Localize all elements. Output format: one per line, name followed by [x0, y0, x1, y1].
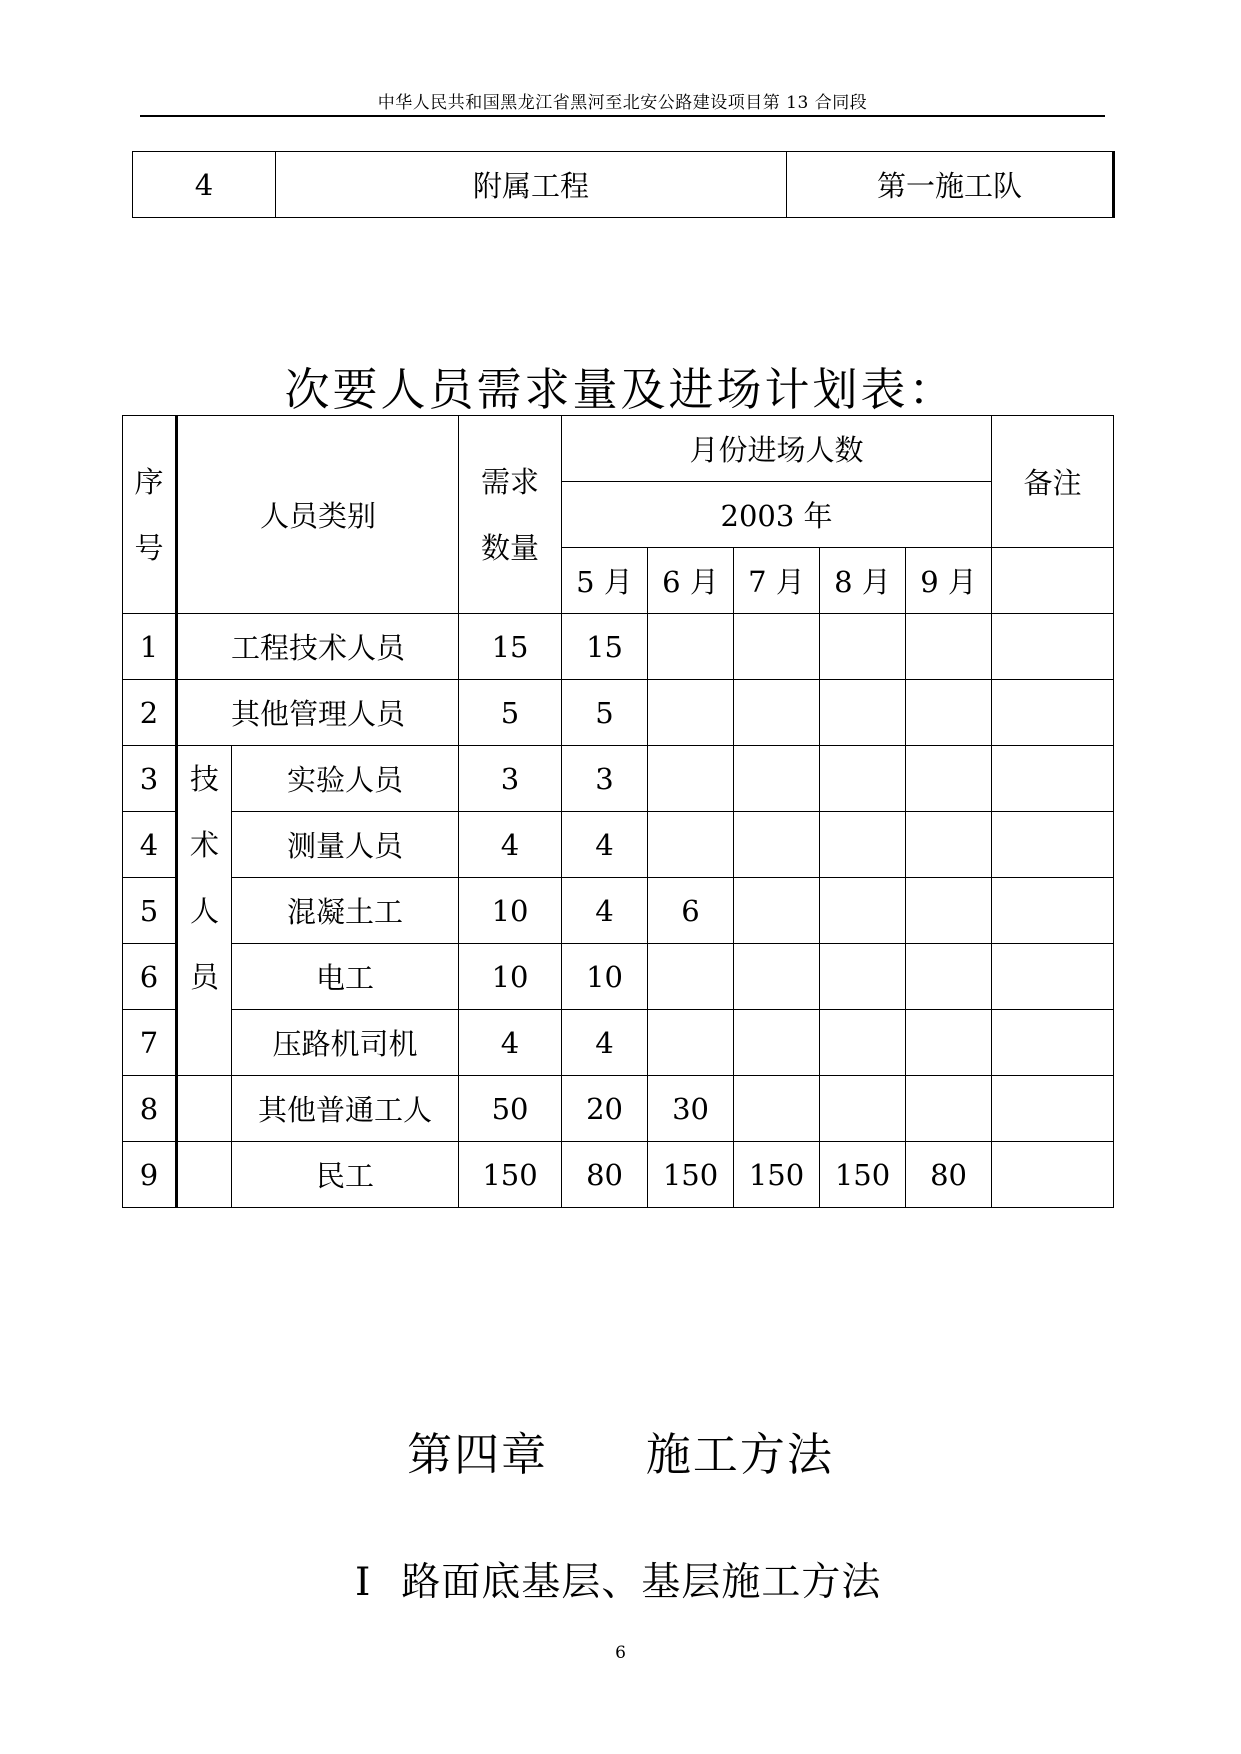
month-cell	[648, 746, 734, 812]
chapter-name: 施工方法	[645, 1428, 834, 1481]
category-cell: 实验人员	[232, 746, 459, 812]
table-row	[123, 1076, 1114, 1142]
month-cell	[906, 746, 992, 812]
month-cell: 15	[562, 614, 648, 680]
remark-cell	[992, 944, 1114, 1010]
monthly-header: 月份进场人数	[562, 416, 992, 482]
table-row	[133, 152, 1114, 218]
demand-cell: 5	[459, 680, 562, 746]
month-cell	[820, 812, 906, 878]
remark-cell	[992, 614, 1114, 680]
month-cell	[648, 680, 734, 746]
month-cell: 150	[734, 1142, 820, 1208]
seq-cell: 8	[123, 1076, 177, 1142]
month-cell: 5	[562, 680, 648, 746]
remark-header: 备注	[992, 416, 1114, 548]
month-header: 8 月	[820, 548, 906, 614]
table-row	[123, 680, 1114, 746]
demand-cell: 10	[459, 944, 562, 1010]
category-cell: 其他普通工人	[232, 1076, 459, 1142]
table-row	[123, 812, 1114, 878]
seq-cell: 4	[123, 812, 177, 878]
group-label-cell: 技 术 人 员	[177, 746, 232, 1076]
demand-cell: 15	[459, 614, 562, 680]
group-empty-cell	[177, 1076, 232, 1142]
month-cell	[906, 614, 992, 680]
month-cell	[734, 680, 820, 746]
category-cell: 工程技术人员	[177, 614, 459, 680]
month-cell	[648, 944, 734, 1010]
staff-plan-table	[122, 415, 1114, 1208]
remark-cell	[992, 1142, 1114, 1208]
table-row	[123, 878, 1114, 944]
month-header: 7 月	[734, 548, 820, 614]
month-cell	[820, 614, 906, 680]
category-cell: 其他管理人员	[177, 680, 459, 746]
section-title: 路面底基层、基层施工方法	[401, 1560, 882, 1605]
month-cell	[906, 812, 992, 878]
remark-cell	[992, 1010, 1114, 1076]
demand-cell: 150	[459, 1142, 562, 1208]
seq-cell: 9	[123, 1142, 177, 1208]
demand-cell: 3	[459, 746, 562, 812]
header-rule	[140, 115, 1105, 117]
month-cell: 10	[562, 944, 648, 1010]
seq-cell: 3	[123, 746, 177, 812]
table-row	[123, 614, 1114, 680]
month-cell: 20	[562, 1076, 648, 1142]
seq-cell: 1	[123, 614, 177, 680]
table-row	[123, 1010, 1114, 1076]
month-cell	[648, 812, 734, 878]
category-cell: 民工	[232, 1142, 459, 1208]
month-cell	[734, 878, 820, 944]
month-cell: 150	[648, 1142, 734, 1208]
month-cell	[820, 1010, 906, 1076]
page-number: 6	[615, 1643, 626, 1663]
demand-cell: 10	[459, 878, 562, 944]
demand-cell: 4	[459, 1010, 562, 1076]
table-title: 次要人员需求量及进场计划表：	[284, 363, 957, 416]
month-cell	[820, 944, 906, 1010]
category-header: 人员类别	[177, 416, 459, 614]
month-cell: 3	[562, 746, 648, 812]
month-cell	[820, 1076, 906, 1142]
month-header: 6 月	[648, 548, 734, 614]
table-row	[123, 1142, 1114, 1208]
month-cell	[906, 944, 992, 1010]
month-cell: 80	[906, 1142, 992, 1208]
seq-cell: 7	[123, 1010, 177, 1076]
remark-cell	[992, 746, 1114, 812]
remark-cell	[992, 878, 1114, 944]
previous-table-fragment	[132, 151, 1115, 218]
month-cell	[906, 680, 992, 746]
chapter-heading	[0, 1418, 1241, 1483]
month-cell: 80	[562, 1142, 648, 1208]
month-header: 9 月	[906, 548, 992, 614]
chapter-label: 第四章	[407, 1428, 549, 1481]
remark-cell	[992, 1076, 1114, 1142]
month-cell: 30	[648, 1076, 734, 1142]
month-cell	[648, 1010, 734, 1076]
seq-header: 序 号	[123, 416, 177, 614]
seq-cell: 6	[123, 944, 177, 1010]
month-cell	[820, 746, 906, 812]
group-empty-cell	[177, 1142, 232, 1208]
remark-cell	[992, 812, 1114, 878]
seq-cell: 5	[123, 878, 177, 944]
demand-header: 需求 数量	[459, 416, 562, 614]
table-row	[123, 944, 1114, 1010]
month-cell	[648, 614, 734, 680]
month-cell	[906, 878, 992, 944]
table-row	[123, 746, 1114, 812]
month-cell: 4	[562, 878, 648, 944]
month-cell: 4	[562, 1010, 648, 1076]
year-header: 2003 年	[562, 482, 992, 548]
month-cell: 6	[648, 878, 734, 944]
month-cell: 4	[562, 812, 648, 878]
category-cell: 电工	[232, 944, 459, 1010]
page-header: 中华人民共和国黑龙江省黑河至北安公路建设项目第 13 合同段	[377, 93, 868, 113]
demand-cell: 4	[459, 812, 562, 878]
month-cell	[820, 878, 906, 944]
seq-cell: 2	[123, 680, 177, 746]
header-row	[123, 416, 1114, 482]
month-cell	[820, 680, 906, 746]
month-cell	[734, 812, 820, 878]
category-cell: 测量人员	[232, 812, 459, 878]
section-numeral: I	[355, 1560, 372, 1605]
remark-cell	[992, 680, 1114, 746]
month-cell	[906, 1010, 992, 1076]
prev-seq-cell: 4	[133, 152, 276, 218]
prev-item-cell: 附属工程	[276, 152, 787, 218]
month-cell: 150	[820, 1142, 906, 1208]
category-cell: 混凝土工	[232, 878, 459, 944]
category-cell: 压路机司机	[232, 1010, 459, 1076]
month-cell	[734, 1076, 820, 1142]
demand-cell: 50	[459, 1076, 562, 1142]
section-heading	[355, 1551, 881, 1607]
month-cell	[906, 1076, 992, 1142]
month-cell	[734, 1010, 820, 1076]
month-cell	[734, 944, 820, 1010]
month-cell	[734, 614, 820, 680]
remark-empty-cell	[992, 548, 1114, 614]
month-cell	[734, 746, 820, 812]
prev-team-cell: 第一施工队	[787, 152, 1114, 218]
month-header: 5 月	[562, 548, 648, 614]
